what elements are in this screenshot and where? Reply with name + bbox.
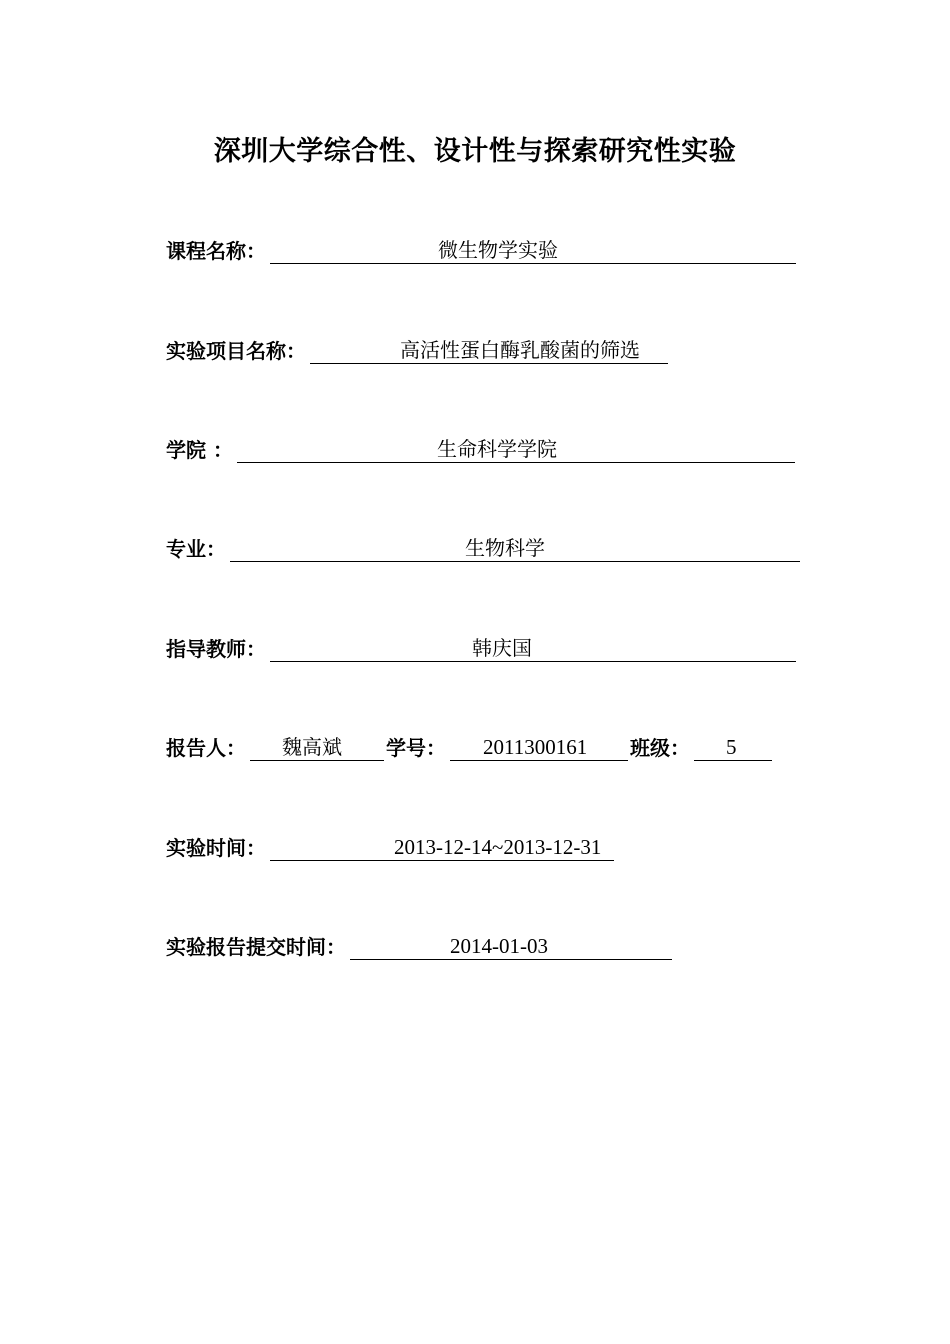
student-id-value: 2011300161 bbox=[483, 735, 588, 759]
college-field bbox=[237, 437, 795, 463]
project-field bbox=[310, 338, 668, 364]
submitted-row bbox=[166, 930, 672, 960]
major-row bbox=[166, 532, 800, 562]
college-value: 生命科学学院 bbox=[436, 437, 557, 461]
class-value: 5 bbox=[726, 735, 737, 759]
period-field bbox=[270, 835, 614, 861]
project-row bbox=[166, 334, 668, 364]
reporter-value: 魏高斌 bbox=[282, 735, 342, 759]
major-label: 专业： bbox=[166, 537, 226, 561]
student-id-label: 学号： bbox=[386, 736, 446, 760]
major-field bbox=[230, 536, 800, 562]
course-value: 微生物学实验 bbox=[438, 238, 558, 262]
reporter-row bbox=[166, 731, 772, 761]
page-title: 深圳大学综合性、设计性与探索研究性实验 bbox=[213, 136, 737, 167]
advisor-label: 指导教师： bbox=[166, 637, 266, 661]
period-value: 2013-12-14~2013-12-31 bbox=[394, 835, 602, 859]
project-value: 高活性蛋白酶乳酸菌的筛选 bbox=[400, 338, 640, 362]
advisor-field bbox=[270, 636, 796, 662]
period-row bbox=[166, 831, 614, 861]
period-label: 实验时间： bbox=[166, 836, 266, 860]
submitted-label: 实验报告提交时间： bbox=[166, 935, 346, 959]
project-label: 实验项目名称： bbox=[166, 339, 306, 363]
advisor-row bbox=[166, 632, 796, 662]
advisor-value: 韩庆国 bbox=[472, 636, 532, 660]
course-field bbox=[270, 238, 796, 264]
class-label: 班级： bbox=[630, 736, 690, 760]
college-row bbox=[166, 433, 795, 463]
college-label: 学院 ： bbox=[166, 438, 233, 462]
class-field bbox=[694, 735, 772, 761]
course-row bbox=[166, 234, 796, 264]
reporter-field bbox=[250, 735, 384, 761]
reporter-label: 报告人： bbox=[166, 736, 246, 760]
submitted-value: 2014-01-03 bbox=[450, 934, 548, 958]
major-value: 生物科学 bbox=[465, 536, 545, 560]
course-label: 课程名称： bbox=[166, 239, 266, 263]
submitted-field bbox=[350, 934, 672, 960]
student-id-field bbox=[450, 735, 628, 761]
